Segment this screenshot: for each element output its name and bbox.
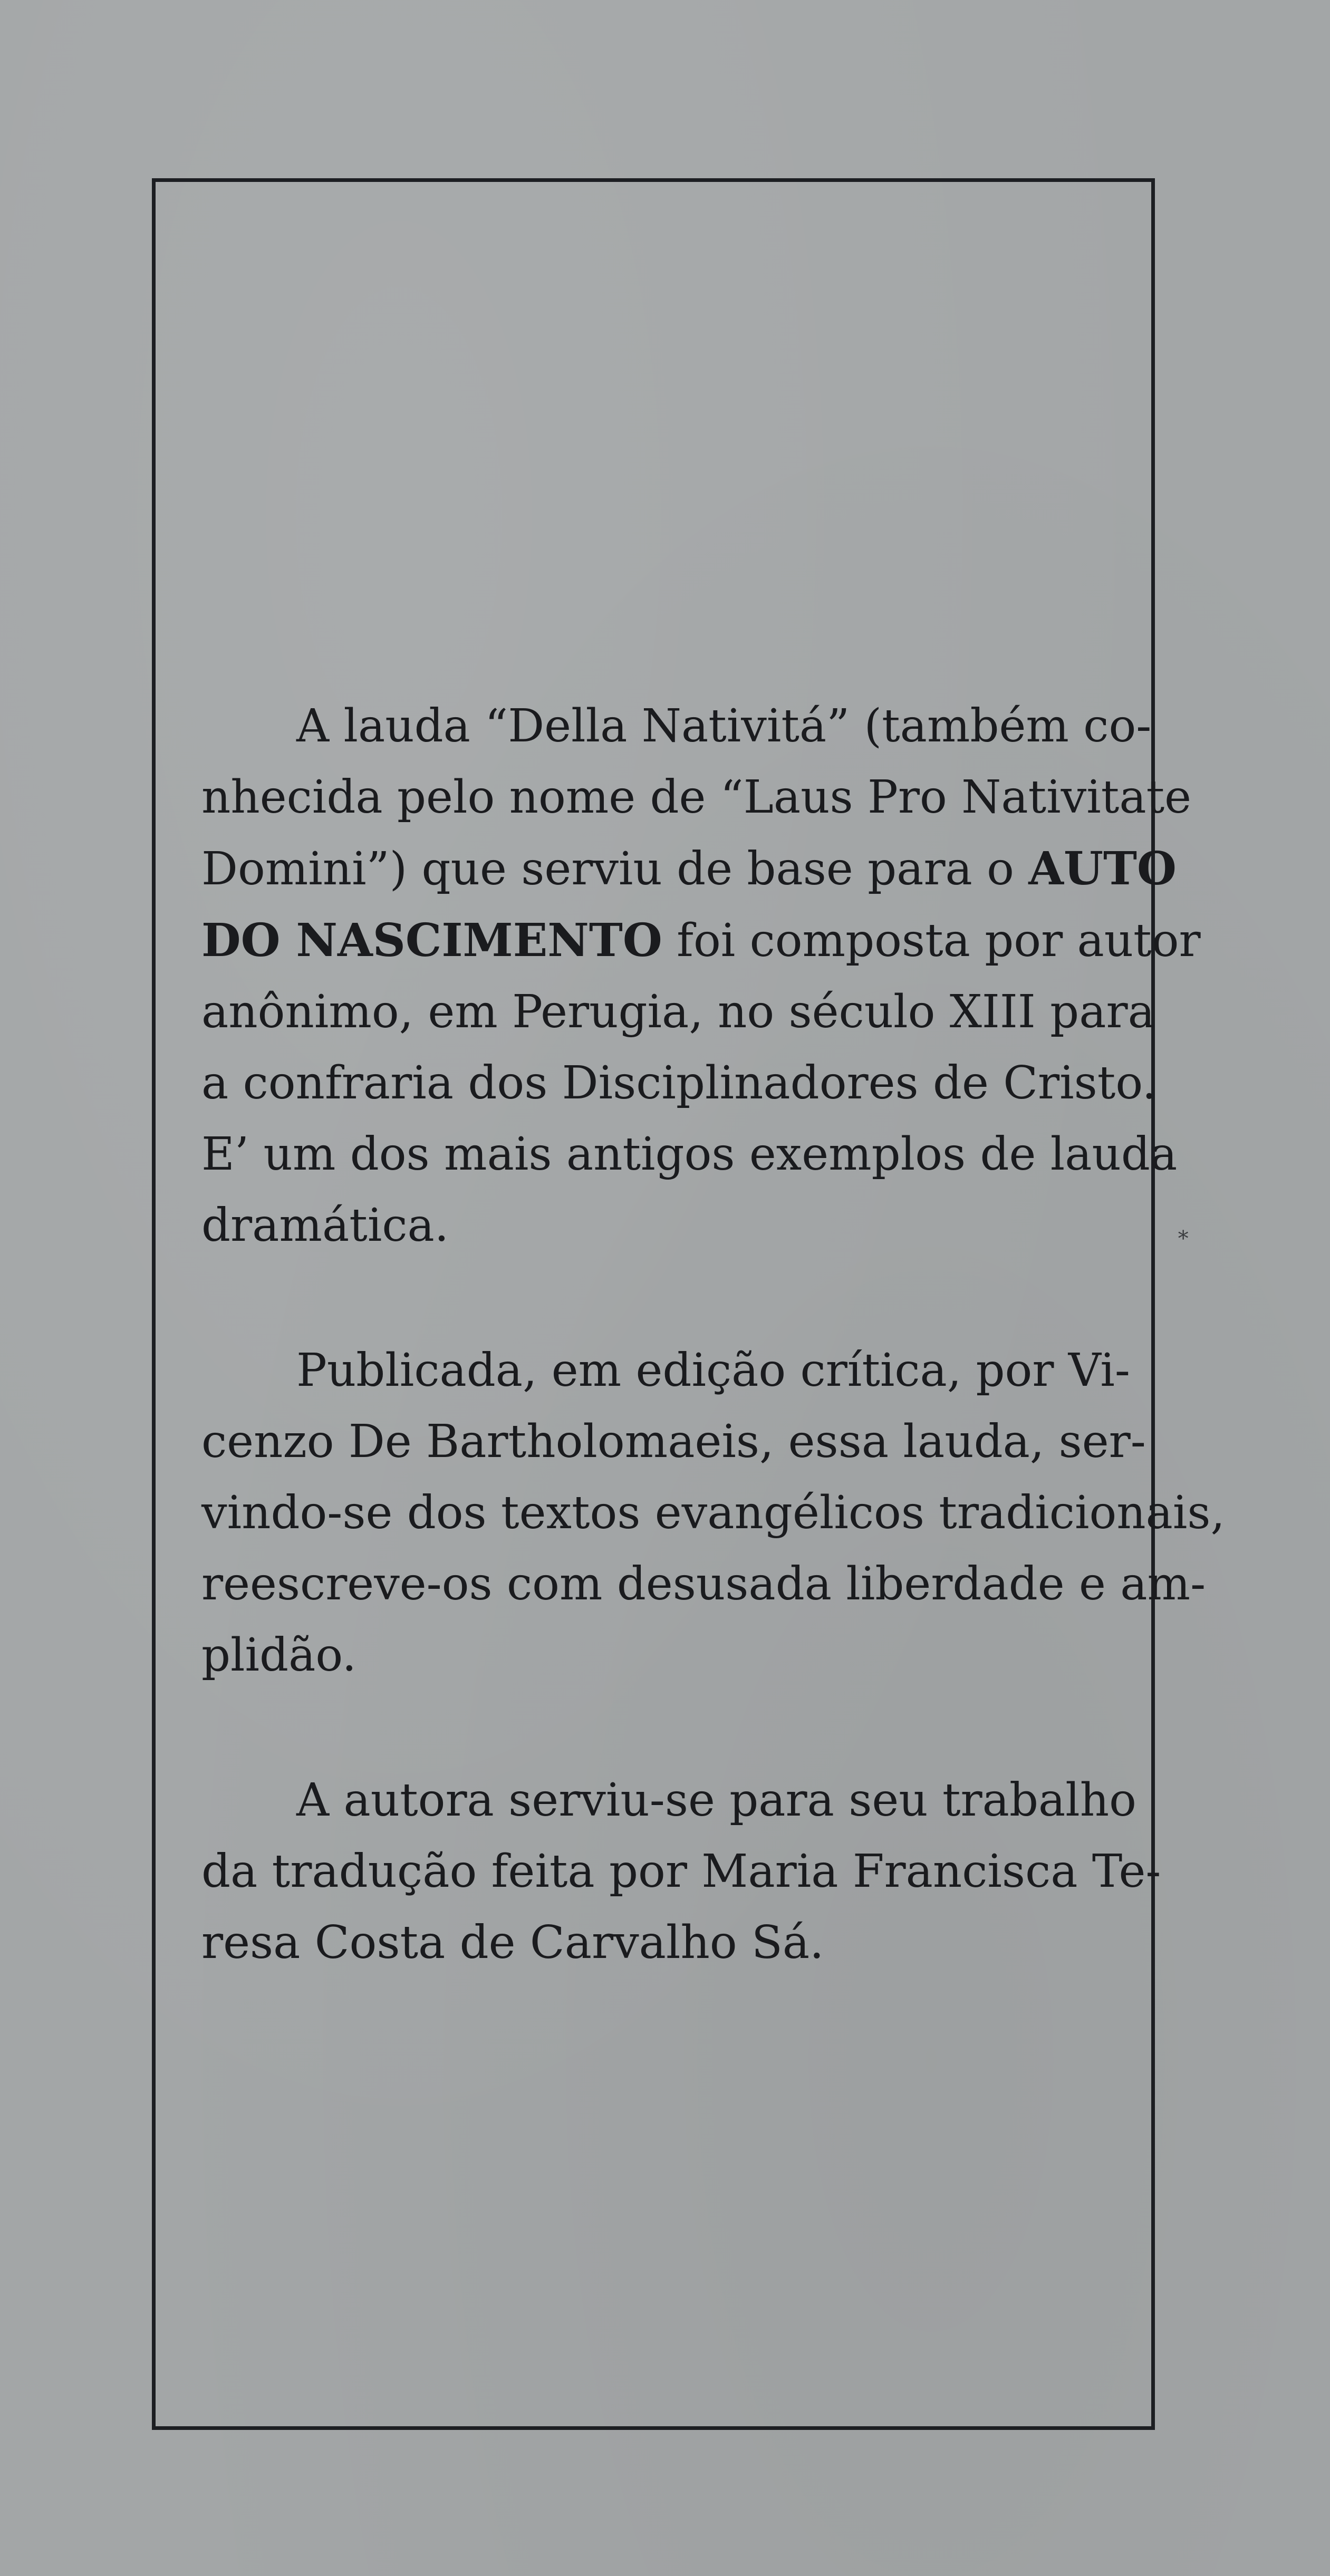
body-text: [201, 691, 1225, 2052]
paragraph-3: [201, 1765, 1161, 1979]
paragraph-2-line-1: Publicada, em edição crítica, por Vi-: [296, 1344, 1130, 1397]
paragraph-2: [201, 1335, 1225, 1691]
paragraph-1-line-4: [201, 905, 1201, 977]
paragraph-3-line-1: A autora serviu-se para seu trabalho: [296, 1774, 1136, 1827]
auto-title-part-1: AUTO: [1028, 842, 1177, 895]
paragraph-1-line-6: a confraria dos Disciplinadores de Cristo.: [201, 1057, 1156, 1109]
paragraph-2-line-3: vindo-se dos textos evangélicos tradicionais,: [201, 1487, 1225, 1539]
paragraph-1-line-5: anônimo, em Perugia, no século XIII para: [201, 986, 1155, 1038]
paragraph-2-line-5: plidão.: [201, 1629, 356, 1682]
paragraph-2-line-4: reescreve-os com desusada liberdade e am-: [201, 1558, 1206, 1610]
paragraph-1: [201, 691, 1201, 1261]
paragraph-1-line-2: nhecida pelo nome de “Laus Pro Nativitate: [201, 771, 1192, 824]
paragraph-1-line-3: [201, 833, 1177, 905]
paragraph-1-line-3-text: Domini”) que serviu de base para o: [201, 843, 1029, 895]
paragraph-1-line-4-text: foi composta por autor: [662, 914, 1201, 967]
paragraph-1-line-7: E’ um dos mais antigos exemplos de lauda: [201, 1128, 1178, 1181]
paragraph-3-line-2: da tradução feita por Maria Francisca Te-: [201, 1845, 1161, 1898]
ink-speck-mark: ∗: [1176, 1222, 1191, 1247]
paragraph-3-line-3: resa Costa de Carvalho Sá.: [201, 1916, 824, 1969]
auto-title-part-2: DO NASCIMENTO: [201, 914, 662, 967]
paragraph-2-line-2: cenzo De Bartholomaeis, essa lauda, ser-: [201, 1415, 1146, 1468]
paragraph-1-line-8: dramática.: [201, 1199, 449, 1252]
paragraph-1-line-1: A lauda “Della Nativitá” (também co-: [296, 700, 1152, 752]
